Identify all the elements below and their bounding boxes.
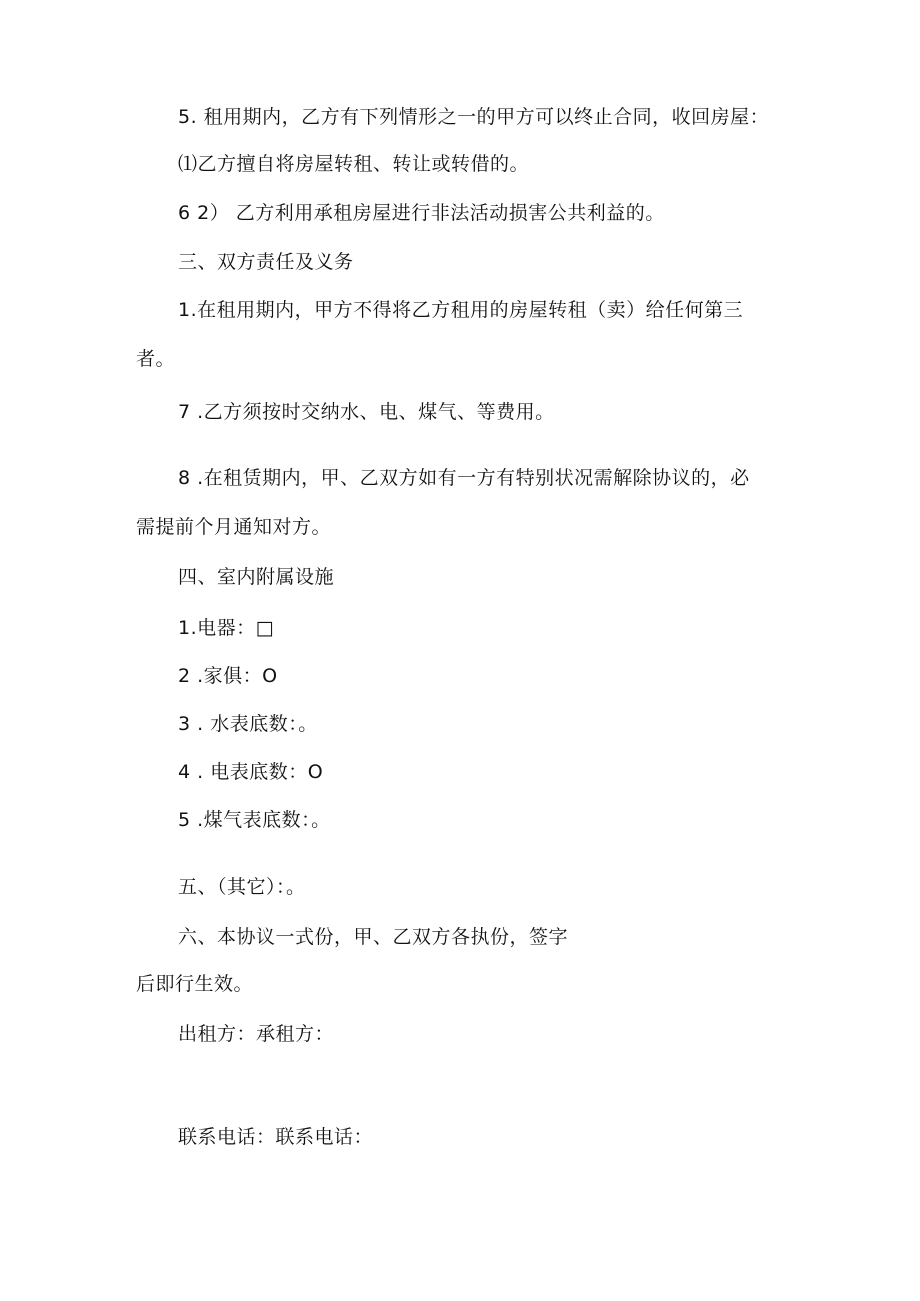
section-3-heading: 三、双方责任及义务 xyxy=(178,251,354,273)
facility-appliances: 1.电器：□ xyxy=(178,617,275,639)
clause-6-item-2: 6 2） 乙方利用承租房屋进行非法活动损害公共利益的。 xyxy=(178,202,665,224)
facility-furniture: 2 .家俱：O xyxy=(178,665,278,687)
section-6-copies: 六、本协议一式份，甲、乙双方各执份，签字 xyxy=(178,926,569,948)
signature-parties: 出租方：承租方： xyxy=(178,1023,335,1045)
section-3-item-8: 8 .在租赁期内，甲、乙双方如有一方有特别状况需解除协议的，必 xyxy=(178,467,750,489)
section-3-item-7: 7 .乙方须按时交纳水、电、煤气、等费用。 xyxy=(178,401,555,423)
facility-water-meter: 3 . 水表底数：。 xyxy=(178,713,318,735)
contact-phones: 联系电话：联系电话： xyxy=(178,1126,374,1148)
section-3-item-1-continued: 者。 xyxy=(136,348,176,370)
section-3-item-8-continued: 需提前个月通知对方。 xyxy=(136,516,332,538)
section-3-item-1: 1.在租用期内，甲方不得将乙方租用的房屋转租（卖）给任何第三 xyxy=(178,299,744,321)
section-4-heading: 四、室内附属设施 xyxy=(178,566,335,588)
clause-5-termination: 5. 租用期内，乙方有下列情形之一的甲方可以终止合同，收回房屋： xyxy=(178,106,770,128)
clause-5-item-1: ⑴乙方擅自将房屋转租、转让或转借的。 xyxy=(178,153,530,175)
section-6-copies-continued: 后即行生效。 xyxy=(136,973,254,995)
section-5-other: 五、（其它）：。 xyxy=(178,876,306,898)
facility-gas-meter: 5 .煤气表底数：。 xyxy=(178,809,331,831)
facility-electric-meter: 4 . 电表底数：O xyxy=(178,761,324,783)
